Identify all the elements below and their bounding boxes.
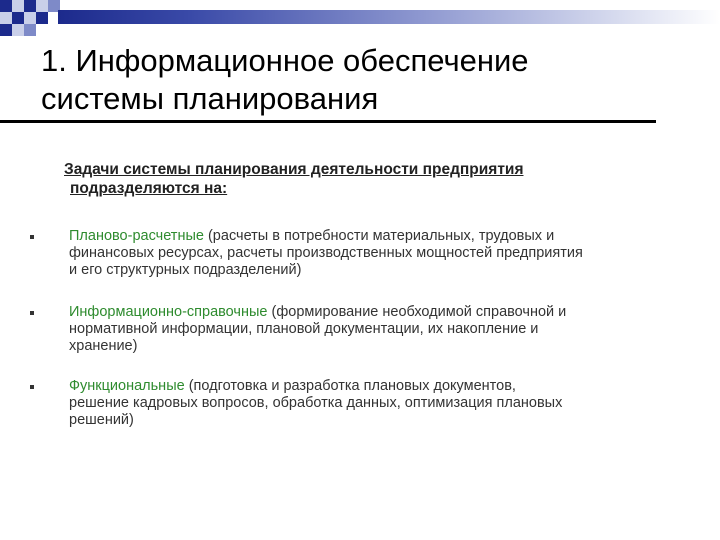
title-underline-divider [0, 120, 656, 123]
checkerboard-decoration [0, 0, 60, 36]
intro-heading-line-1: Задачи системы планирования деятельности предприятия [64, 161, 524, 178]
task-description [69, 228, 689, 279]
intro-heading-line-2: подразделяются на: [70, 180, 228, 197]
task-text-line-3: и его структурных подразделений) [69, 262, 302, 278]
task-text-line-3: хранение) [69, 338, 138, 354]
task-description [69, 378, 689, 429]
task-text-line-2: финансовых ресурсах, расчеты производственных мощностей предприятия [69, 245, 583, 261]
header-gradient-bar [58, 10, 720, 24]
bullet-icon [30, 385, 34, 389]
task-text-line-2: решение кадровых вопросов, обработка данных, оптимизация плановых [69, 395, 563, 411]
intro-heading [64, 160, 694, 198]
slide-title-line-2: системы планирования [41, 81, 379, 116]
slide-title [41, 42, 661, 118]
task-text-line-2: нормативной информации, плановой документации, их накопление и [69, 321, 539, 337]
header-decoration [0, 0, 720, 36]
task-text-line-3: решений) [69, 412, 134, 428]
bullet-icon [30, 235, 34, 239]
task-text-line-1: (подготовка и разработка плановых документов, [184, 378, 516, 394]
task-term: Функциональные [69, 378, 185, 394]
task-text-line-1: (расчеты в потребности материальных, трудовых и [203, 228, 555, 244]
bullet-icon [30, 311, 34, 315]
slide-title-line-1: 1. Информационное обеспечение [41, 43, 529, 78]
task-term: Информационно-справочные [69, 304, 268, 320]
task-text-line-1: (формирование необходимой справочной и [267, 304, 567, 320]
task-term: Планово-расчетные [69, 228, 204, 244]
task-description [69, 304, 689, 355]
